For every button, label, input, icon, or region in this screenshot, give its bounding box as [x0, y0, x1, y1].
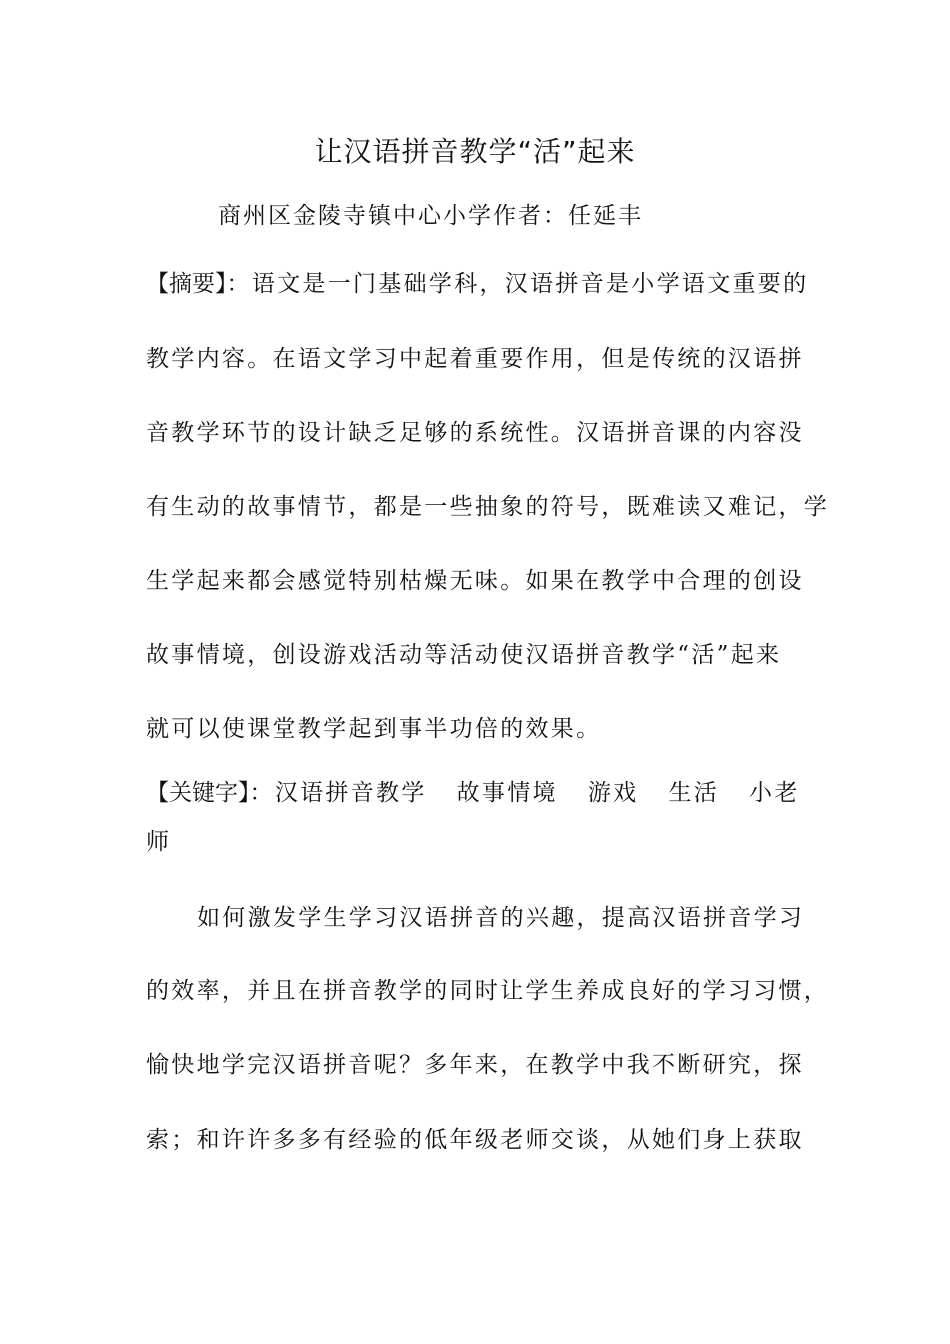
abstract-line-7: 就可以使课堂教学起到事半功倍的效果。: [146, 716, 602, 742]
author-line: 商州区金陵寺镇中心小学作者：任延丰: [218, 203, 643, 229]
abstract-line-3: 音教学环节的设计缺乏足够的系统性。汉语拼音课的内容没: [146, 420, 804, 446]
abstract-line-4: 有生动的故事情节，都是一些抽象的符号，既难读又难记，学: [146, 494, 830, 520]
document-title: 让汉语拼音教学“活”起来: [314, 135, 636, 168]
keyword: 故事情境: [456, 780, 558, 806]
keywords-line: [146, 774, 800, 807]
body-line-2: 的效率，并且在拼音教学的同时让学生养成良好的学习习惯，: [146, 978, 830, 1004]
abstract-label: 【摘要】: [146, 271, 227, 297]
abstract-separator: ：: [226, 271, 252, 297]
keywords-label: 【关键字】: [146, 780, 250, 806]
body-line-4: 索；和许许多多有经验的低年级老师交谈，从她们身上获取: [146, 1127, 804, 1153]
keyword: 汉语拼音教学: [274, 780, 427, 806]
abstract-line-5: 生学起来都会感觉特别枯燥无味。如果在教学中合理的创设: [146, 568, 804, 594]
abstract-line-1: [146, 265, 808, 298]
body-line-3: 愉快地学完汉语拼音呢？多年来，在教学中我不断研究，探: [146, 1052, 804, 1078]
keyword: 游戏: [587, 780, 639, 806]
keywords-separator: ：: [249, 780, 275, 806]
keyword: 小老: [749, 780, 800, 806]
abstract-text: 语文是一门基础学科，汉语拼音是小学语文重要的: [251, 271, 809, 297]
keywords-wrap-line: 师: [146, 829, 172, 855]
keyword: 生活: [668, 780, 720, 806]
abstract-line-2: 教学内容。在语文学习中起着重要作用，但是传统的汉语拼: [146, 346, 804, 372]
body-line-1: 如何激发学生学习汉语拼音的兴趣，提高汉语拼音学习: [197, 905, 805, 931]
abstract-line-6: 故事情境，创设游戏活动等活动使汉语拼音教学“活”起来: [146, 642, 782, 668]
